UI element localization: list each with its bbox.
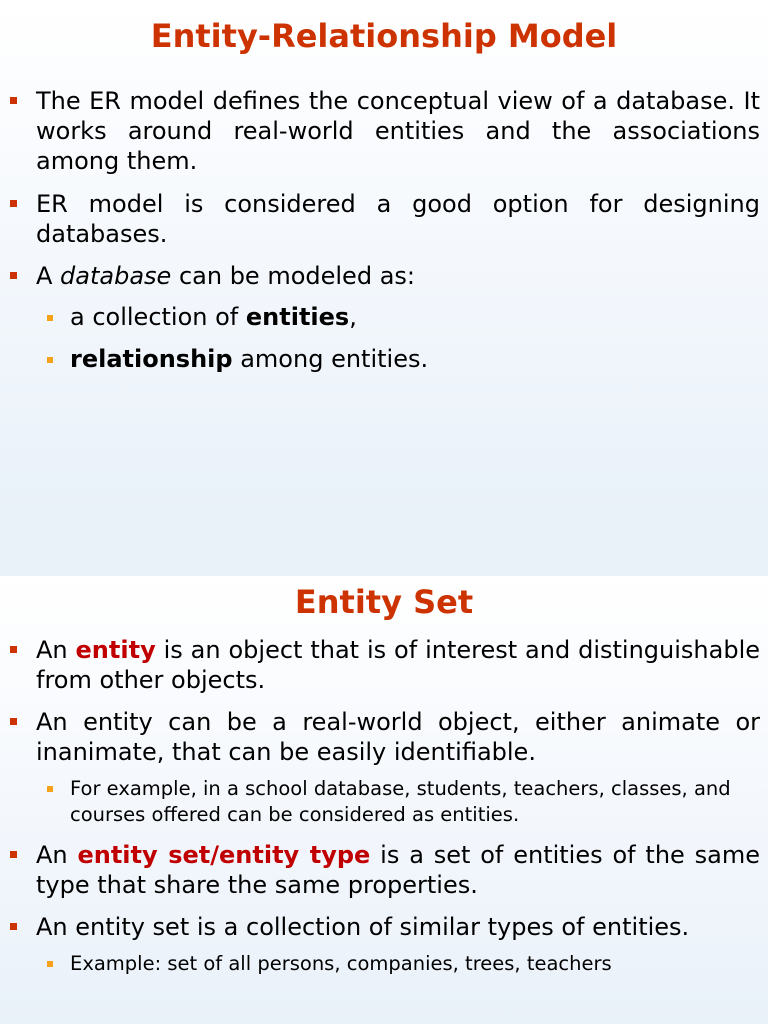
slide-entity-set [0, 576, 768, 1024]
slide-title: Entity Set [294, 583, 474, 621]
bullet-item [36, 912, 760, 942]
strong-entities: entities [245, 303, 350, 331]
slide-gap [0, 512, 768, 576]
sub-bullet-item [70, 776, 762, 828]
bullet-text: ER model is considered a good option for designing databases. [36, 190, 760, 248]
bullet-text: The ER model defines the conceptual view of a database. It works around real-world entities and the associations among them. [36, 87, 760, 175]
slide-title: Entity-Relationship Model [150, 17, 618, 55]
emphasis-database: database [60, 262, 172, 290]
bullet-item [36, 86, 760, 176]
sub-bullet-text-pre: a collection of [70, 303, 246, 331]
bullet-text-post: can be modeled as: [171, 262, 415, 290]
bullet-item [36, 635, 760, 695]
bullet-text: An entity can be a real-world object, either animate or inanimate, that can be easily identifiable. [36, 708, 760, 766]
sub-bullet-item [70, 951, 762, 977]
sub-bullet-text: Example: set of all persons, companies, trees, teachers [70, 952, 612, 975]
sub-bullet-text-post: , [349, 303, 357, 331]
sub-bullet-text-post: among entities. [232, 345, 429, 373]
bullet-item [36, 261, 760, 291]
sub-bullet-item [70, 344, 760, 374]
bullet-text-post: is an object that is of interest and distinguishable from other objects. [36, 636, 760, 694]
bullet-text-pre: An [36, 841, 78, 869]
bullet-text-pre: An [36, 636, 76, 664]
bullet-item [36, 840, 760, 900]
bullet-text: An entity set is a collection of similar types of entities. [36, 913, 690, 941]
sub-bullet-item [70, 302, 760, 332]
bullet-item [36, 707, 760, 767]
bullet-text-pre: A [36, 262, 61, 290]
highlight-entity: entity [75, 636, 156, 664]
bullet-item [36, 189, 760, 249]
strong-relationship: relationship [70, 345, 233, 373]
highlight-entity-set: entity set/entity type [77, 841, 371, 869]
bullet-text-post: is a set of entities of the same type that share the same properties. [36, 841, 761, 899]
sub-bullet-text: For example, in a school database, students, teachers, classes, and courses offered can be considered as entities. [70, 777, 731, 826]
